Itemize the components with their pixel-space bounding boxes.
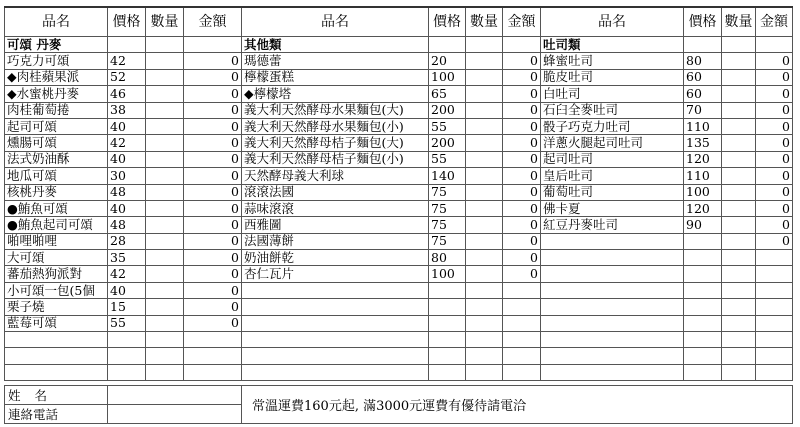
order-table (4, 6, 793, 381)
header-price: 價格 (108, 7, 146, 37)
product-name: 義大利天然酵母水果麵包(小) (242, 118, 429, 134)
product-amount: 0 (756, 69, 793, 85)
quantity-input[interactable] (466, 86, 503, 102)
table-row (5, 282, 793, 298)
table-row (5, 118, 793, 134)
product-name: 義大利天然酵母水果麵包(大) (242, 102, 429, 118)
empty-cell (503, 332, 541, 348)
empty-cell (146, 332, 184, 348)
product-amount: 0 (503, 200, 541, 216)
table-row (5, 102, 793, 118)
customer-name-label: 姓名 (5, 386, 108, 405)
empty-cell (184, 364, 242, 380)
product-amount: 0 (184, 266, 242, 282)
empty-cell (429, 315, 466, 331)
product-price: 100 (429, 266, 466, 282)
quantity-input[interactable] (466, 118, 503, 134)
product-name: ◆檸檬塔 (242, 86, 429, 102)
product-amount: 0 (184, 69, 242, 85)
customer-name-field[interactable] (108, 386, 242, 405)
empty-cell (466, 332, 503, 348)
product-price: 38 (108, 102, 146, 118)
product-amount: 0 (756, 118, 793, 134)
product-name: 蜂蜜吐司 (541, 53, 684, 69)
product-price: 42 (108, 266, 146, 282)
product-name: 骰子巧克力吐司 (541, 118, 684, 134)
product-price: 100 (429, 69, 466, 85)
table-row (5, 53, 793, 69)
product-price: 42 (108, 135, 146, 151)
empty-cell (146, 348, 184, 364)
quantity-input[interactable] (146, 200, 184, 216)
product-amount: 0 (503, 86, 541, 102)
quantity-input[interactable] (466, 200, 503, 216)
quantity-input[interactable] (722, 168, 756, 184)
table-row (5, 168, 793, 184)
quantity-input[interactable] (146, 168, 184, 184)
product-amount: 0 (756, 233, 793, 249)
quantity-input[interactable] (722, 217, 756, 233)
empty-cell (722, 364, 756, 380)
empty-cell (722, 299, 756, 315)
product-price (684, 233, 722, 249)
empty-cell (722, 282, 756, 298)
product-price: 75 (429, 184, 466, 200)
product-price: 48 (108, 184, 146, 200)
product-amount: 0 (184, 168, 242, 184)
product-name: 小可頌一包(5個 (5, 282, 108, 298)
empty-cell (146, 364, 184, 380)
header-price: 價格 (429, 7, 466, 37)
header-row (5, 7, 793, 37)
header-name: 品名 (242, 7, 429, 37)
product-price: 20 (429, 53, 466, 69)
product-name: 起司吐司 (541, 151, 684, 167)
quantity-input[interactable] (146, 53, 184, 69)
header-qty: 數量 (722, 7, 756, 37)
product-price: 65 (429, 86, 466, 102)
product-price: 110 (684, 168, 722, 184)
empty-cell (756, 348, 793, 364)
product-price: 40 (108, 282, 146, 298)
product-price: 200 (429, 102, 466, 118)
quantity-input[interactable] (722, 102, 756, 118)
product-amount: 0 (756, 86, 793, 102)
product-name: 瑪德蕾 (242, 53, 429, 69)
product-price: 75 (429, 217, 466, 233)
empty-cell (756, 299, 793, 315)
header-amount: 金額 (503, 7, 541, 37)
product-price: 120 (684, 200, 722, 216)
quantity-input[interactable] (722, 69, 756, 85)
product-name: 佛卡夏 (541, 200, 684, 216)
product-name: 地瓜可頌 (5, 168, 108, 184)
empty-cell (541, 299, 684, 315)
product-name: 杏仁瓦片 (242, 266, 429, 282)
empty-cell (429, 282, 466, 298)
product-amount: 0 (503, 151, 541, 167)
empty-cell (722, 315, 756, 331)
product-price: 135 (684, 135, 722, 151)
header-qty: 數量 (466, 7, 503, 37)
product-amount: 0 (184, 299, 242, 315)
product-name: ◆水蜜桃丹麥 (5, 86, 108, 102)
product-name: 葡萄吐司 (541, 184, 684, 200)
quantity-input[interactable] (466, 69, 503, 85)
empty-cell (184, 37, 242, 53)
product-amount: 0 (756, 151, 793, 167)
empty-cell (242, 332, 429, 348)
table-row (5, 348, 793, 364)
product-amount: 0 (756, 53, 793, 69)
quantity-input[interactable] (466, 102, 503, 118)
quantity-input[interactable] (146, 282, 184, 298)
customer-info-table (4, 385, 793, 424)
product-price: 40 (108, 118, 146, 134)
product-amount: 0 (184, 151, 242, 167)
empty-cell (242, 364, 429, 380)
product-name: 燻腸可頌 (5, 135, 108, 151)
product-amount: 0 (184, 233, 242, 249)
empty-cell (684, 332, 722, 348)
quantity-input[interactable] (146, 266, 184, 282)
product-price: 28 (108, 233, 146, 249)
quantity-input[interactable] (722, 184, 756, 200)
quantity-input[interactable] (466, 217, 503, 233)
empty-cell (722, 266, 756, 282)
empty-cell (684, 282, 722, 298)
empty-cell (5, 364, 108, 380)
empty-cell (242, 348, 429, 364)
empty-cell (503, 282, 541, 298)
product-price: 35 (108, 250, 146, 266)
product-name: 肉桂葡萄捲 (5, 102, 108, 118)
product-name: 啪哩啪哩 (5, 233, 108, 249)
empty-cell (541, 332, 684, 348)
product-amount: 0 (184, 250, 242, 266)
table-row (5, 250, 793, 266)
product-amount: 0 (503, 102, 541, 118)
empty-cell (108, 364, 146, 380)
product-price: 55 (108, 315, 146, 331)
header-amount: 金額 (184, 7, 242, 37)
quantity-input[interactable] (722, 53, 756, 69)
empty-cell (466, 315, 503, 331)
quantity-input[interactable] (722, 86, 756, 102)
product-price: 40 (108, 151, 146, 167)
product-amount: 0 (184, 102, 242, 118)
product-price: 120 (684, 151, 722, 167)
product-amount: 0 (503, 233, 541, 249)
table-row (5, 233, 793, 249)
empty-cell (242, 315, 429, 331)
quantity-input[interactable] (146, 315, 184, 331)
product-amount: 0 (184, 217, 242, 233)
table-row (5, 69, 793, 85)
empty-cell (108, 332, 146, 348)
empty-cell (684, 364, 722, 380)
product-name: 洋蔥火腿起司吐司 (541, 135, 684, 151)
product-name: 紅豆丹麥吐司 (541, 217, 684, 233)
product-price: 30 (108, 168, 146, 184)
table-row (5, 200, 793, 216)
table-row (5, 217, 793, 233)
header-amount: 金額 (756, 7, 793, 37)
product-amount: 0 (184, 315, 242, 331)
product-price: 60 (684, 86, 722, 102)
category-row (5, 37, 793, 53)
product-amount: 0 (184, 86, 242, 102)
quantity-input[interactable] (146, 299, 184, 315)
product-amount: 0 (503, 168, 541, 184)
quantity-input[interactable] (146, 184, 184, 200)
quantity-input[interactable] (146, 102, 184, 118)
product-name: 義大利天然酵母桔子麵包(小) (242, 151, 429, 167)
product-name: 義大利天然酵母桔子麵包(大) (242, 135, 429, 151)
quantity-input[interactable] (722, 151, 756, 167)
product-amount: 0 (184, 53, 242, 69)
empty-cell (541, 282, 684, 298)
quantity-input[interactable] (722, 200, 756, 216)
quantity-input[interactable] (722, 135, 756, 151)
category-label: 可頌 丹麥 (5, 37, 108, 53)
table-row (5, 184, 793, 200)
empty-cell (756, 332, 793, 348)
table-row (5, 299, 793, 315)
product-name: ◆肉桂蘋果派 (5, 69, 108, 85)
product-name: 大可頌 (5, 250, 108, 266)
empty-cell (466, 299, 503, 315)
product-price: 200 (429, 135, 466, 151)
header-name: 品名 (541, 7, 684, 37)
product-price: 90 (684, 217, 722, 233)
product-name: 奶油餅乾 (242, 250, 429, 266)
product-price: 15 (108, 299, 146, 315)
quantity-input[interactable] (146, 118, 184, 134)
table-row (5, 151, 793, 167)
quantity-input[interactable] (722, 233, 756, 249)
empty-cell (429, 332, 466, 348)
product-name: 脆皮吐司 (541, 69, 684, 85)
product-price: 70 (684, 102, 722, 118)
product-price: 48 (108, 217, 146, 233)
empty-cell (108, 37, 146, 53)
product-amount: 0 (503, 217, 541, 233)
category-label: 吐司類 (541, 37, 684, 53)
quantity-input[interactable] (466, 168, 503, 184)
empty-cell (5, 348, 108, 364)
product-amount: 0 (756, 184, 793, 200)
empty-cell (756, 250, 793, 266)
product-name: ●鮪魚可頌 (5, 200, 108, 216)
empty-cell (429, 299, 466, 315)
table-row (5, 86, 793, 102)
quantity-input[interactable] (466, 151, 503, 167)
quantity-input[interactable] (146, 233, 184, 249)
product-price: 40 (108, 200, 146, 216)
quantity-input[interactable] (146, 250, 184, 266)
product-name: 藍莓可頌 (5, 315, 108, 331)
customer-phone-label: 連絡電話 (5, 405, 108, 424)
empty-cell (684, 348, 722, 364)
empty-cell (5, 332, 108, 348)
empty-cell (684, 315, 722, 331)
product-name (541, 233, 684, 249)
product-price: 100 (684, 184, 722, 200)
quantity-input[interactable] (466, 135, 503, 151)
product-price: 52 (108, 69, 146, 85)
product-amount: 0 (184, 135, 242, 151)
product-name: 皇后吐司 (541, 168, 684, 184)
quantity-input[interactable] (146, 151, 184, 167)
empty-cell (722, 332, 756, 348)
quantity-input[interactable] (466, 250, 503, 266)
product-price: 80 (684, 53, 722, 69)
product-name: 法國薄餅 (242, 233, 429, 249)
empty-cell (684, 299, 722, 315)
empty-cell (722, 37, 756, 53)
category-label: 其他類 (242, 37, 429, 53)
product-name: 檸檬蛋糕 (242, 69, 429, 85)
product-name: 核桃丹麥 (5, 184, 108, 200)
product-price: 75 (429, 233, 466, 249)
product-name: 起司可頌 (5, 118, 108, 134)
empty-cell (684, 266, 722, 282)
empty-cell (503, 364, 541, 380)
product-amount: 0 (503, 184, 541, 200)
product-price: 75 (429, 200, 466, 216)
table-row (5, 266, 793, 282)
product-price: 42 (108, 53, 146, 69)
product-amount: 0 (503, 69, 541, 85)
product-amount: 0 (184, 200, 242, 216)
empty-cell (722, 250, 756, 266)
empty-cell (541, 250, 684, 266)
product-amount: 0 (756, 102, 793, 118)
quantity-input[interactable] (146, 69, 184, 85)
empty-cell (756, 315, 793, 331)
empty-cell (429, 37, 466, 53)
product-name: 法式奶油酥 (5, 151, 108, 167)
quantity-input[interactable] (466, 184, 503, 200)
product-amount: 0 (756, 168, 793, 184)
product-amount: 0 (503, 266, 541, 282)
table-row (5, 332, 793, 348)
empty-cell (429, 364, 466, 380)
quantity-input[interactable] (466, 266, 503, 282)
empty-cell (756, 282, 793, 298)
product-price: 46 (108, 86, 146, 102)
table-row (5, 315, 793, 331)
product-amount: 0 (503, 53, 541, 69)
empty-cell (146, 37, 184, 53)
empty-cell (756, 37, 793, 53)
empty-cell (503, 37, 541, 53)
product-price: 55 (429, 151, 466, 167)
empty-cell (684, 250, 722, 266)
product-amount: 0 (184, 184, 242, 200)
product-price: 80 (429, 250, 466, 266)
product-amount: 0 (184, 118, 242, 134)
product-name: ●鮪魚起司可頌 (5, 217, 108, 233)
empty-cell (242, 282, 429, 298)
quantity-input[interactable] (466, 53, 503, 69)
empty-cell (184, 332, 242, 348)
product-amount: 0 (756, 200, 793, 216)
product-price: 140 (429, 168, 466, 184)
table-row (5, 135, 793, 151)
table-row (5, 364, 793, 380)
quantity-input[interactable] (466, 233, 503, 249)
empty-cell (242, 299, 429, 315)
product-amount: 0 (184, 282, 242, 298)
empty-cell (429, 348, 466, 364)
product-amount: 0 (503, 135, 541, 151)
empty-cell (466, 282, 503, 298)
product-name: 天然酵母義大利球 (242, 168, 429, 184)
shipping-note: 常溫運費160元起, 滿3000元運費有優待請電洽 (242, 386, 793, 424)
quantity-input[interactable] (146, 86, 184, 102)
empty-cell (466, 348, 503, 364)
empty-cell (503, 299, 541, 315)
product-amount: 0 (503, 118, 541, 134)
product-name: 蒜味滾滾 (242, 200, 429, 216)
empty-cell (722, 348, 756, 364)
product-name: 蕃茄熱狗派對 (5, 266, 108, 282)
empty-cell (108, 348, 146, 364)
product-amount: 0 (756, 135, 793, 151)
empty-cell (184, 348, 242, 364)
product-name: 滾滾法國 (242, 184, 429, 200)
product-amount: 0 (503, 250, 541, 266)
empty-cell (541, 348, 684, 364)
product-amount: 0 (756, 217, 793, 233)
product-price: 110 (684, 118, 722, 134)
empty-cell (466, 364, 503, 380)
empty-cell (541, 315, 684, 331)
empty-cell (541, 266, 684, 282)
header-qty: 數量 (146, 7, 184, 37)
empty-cell (684, 37, 722, 53)
product-name: 巧克力可頌 (5, 53, 108, 69)
empty-cell (503, 315, 541, 331)
header-name: 品名 (5, 7, 108, 37)
empty-cell (756, 364, 793, 380)
product-name: 石臼全麥吐司 (541, 102, 684, 118)
empty-cell (541, 364, 684, 380)
empty-cell (466, 37, 503, 53)
product-name: 栗子燒 (5, 299, 108, 315)
product-name: 白吐司 (541, 86, 684, 102)
empty-cell (503, 348, 541, 364)
product-name: 西雅圖 (242, 217, 429, 233)
product-price: 60 (684, 69, 722, 85)
customer-phone-field[interactable] (108, 405, 242, 424)
quantity-input[interactable] (146, 217, 184, 233)
quantity-input[interactable] (146, 135, 184, 151)
header-price: 價格 (684, 7, 722, 37)
product-price: 55 (429, 118, 466, 134)
quantity-input[interactable] (722, 118, 756, 134)
empty-cell (756, 266, 793, 282)
